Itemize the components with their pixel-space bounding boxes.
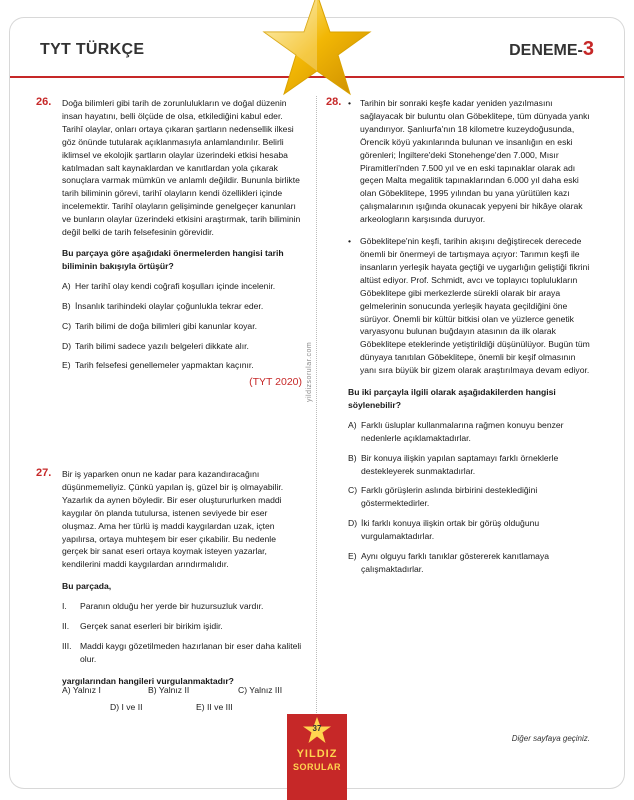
deneme-number: 3 <box>582 38 594 60</box>
q27-block <box>62 468 302 688</box>
q28-bullet-2 <box>348 235 592 377</box>
option-text: Tarih bilimi de doğa bilimleri gibi kanunlar koyar. <box>75 320 257 331</box>
option-text: Her tarihî olay kendi coğrafi koşulları içinde incelenir. <box>75 280 276 291</box>
next-page-note: Diğer sayfaya geçiniz. <box>511 734 590 743</box>
q27-option-c[interactable]: C) Yalnız III <box>238 685 283 695</box>
q27-options <box>62 685 302 712</box>
q27-option-a[interactable]: A) Yalnız I <box>62 685 101 695</box>
deneme-label <box>509 38 594 61</box>
gold-star-icon <box>262 0 372 100</box>
q26-option-e[interactable] <box>62 359 302 372</box>
q27-passage: Bir iş yaparken onun ne kadar para kazandıracağını düşünmemeliyiz. Çünkü yapılan iş, güzel bir iş olmayabilir. Yazarlık da aynen böyledir. Bir eser oluştururlurken maddi kaygılar ön planda tutulursa, istenen seviyede bir eser oluşmaz. Ama her türlü iş maddi kaygılardan uzak, içten yapılırsa, ortaya muhteşem bir eser çıkabilir. Bu nedenle gerçek bir sanat eseri ortaya koymak isteyen yazarlar, kendilerini maddi kaygılardan arındırmalıdır. <box>62 469 284 570</box>
bullet-icon: • <box>348 236 352 247</box>
q27-option-d[interactable]: D) I ve II <box>110 702 143 712</box>
q28-option-b[interactable] <box>348 452 592 478</box>
option-text: Aynı olguyu farklı tanıklar göstererek kanıtlamaya çalışmaktadırlar. <box>361 551 550 574</box>
logo-text-2: SORULAR <box>293 762 341 772</box>
deneme-separator: - <box>577 42 583 59</box>
q26-options <box>62 280 302 373</box>
option-text: Tarih felsefesi genellemeler yapmaktan kaçınır. <box>75 360 254 371</box>
side-website-text: yildizsorular.com <box>306 341 313 402</box>
item-key: III. <box>62 640 72 651</box>
option-key: B) <box>62 300 71 311</box>
option-text: İnsanlık tarihindeki olaylar çoğunlukla tekrar eder. <box>75 300 264 311</box>
option-key: E) <box>348 551 357 562</box>
option-text: Farklı üsluplar kullanmalarına rağmen konuyu benzer nedenlerle açıklamaktadırlar. <box>361 419 564 443</box>
q26-passage: Doğa bilimleri gibi tarih de zorunlulukların ve doğal düzenin insan hayatını, belli ölçüde de olsa, etkilediğini kabul eder. Tarihî olaylar, onları ortaya çıkaran şartların nedensellik ilkesi göz önünde tutularak açıklanmasıyla anlamlandırılır. Belirli iklimsel ve ekolojik şartların olaylar üzerindeki etkisi hesaba katılmadan salt kaynaklardan ve kanıtlardan yola çıkarak sonuçlara varmak mümkün ve anlamlı değildir. Bununla birlikte tarih biliminin görevi, tarihî olayların kendi özellikleri içinde incelemektir. Tarihî olayların gelişiminde genelgeçer kanunları ve bunların olaylar üzerindeki etkisini araştırmak, tarih biliminin değil belki de tarih felsefesinin görevidir. <box>62 98 301 238</box>
logo-text-1: YILDIZ <box>296 748 338 760</box>
q28-block <box>348 97 592 576</box>
publisher-logo <box>287 714 347 800</box>
bullet-text: Göbeklitepe'nin keşfi, tarihin akışını değiştirecek derecede önemli bir önermeyi de tartışmaya açıyor: Tarımın keşfi ile insanların yerleşik hayata geçtiği ve uygarlığın geliştiği fikrini altüst ediyor. Prof. Schmidt, avcı ve toplayıcı toplulukların Göbeklitepe gibi merkezlerde sürekli olarak bir araya gelmelerinin sonucunda yerleşik hayata geçildiğini öne sürüyor. Önemli bir kültür bitkisi olan ve yüzlerce genetik varyasyonu bulunan buğdayın atasının da ilk olarak Göbeklitepe eteklerinde yetiştirildiği düşünülüyor. Bugün tüm dünyaya tanıtılan Göbeklitepe, önemli bir keşif olmasının yanı sıra büyük bir gizem olarak araştırılmaya devam ediyor. <box>360 236 590 376</box>
bullet-icon: • <box>348 98 352 108</box>
q26-option-a[interactable] <box>62 280 302 293</box>
option-key: C) <box>348 485 358 496</box>
option-text: Farklı görüşlerin aslında birbirini desteklediğini göstermektedirler. <box>361 485 538 509</box>
q28-option-d[interactable] <box>348 517 592 543</box>
option-key: A) <box>348 419 357 430</box>
option-text: Bir konuya ilişkin yapılan saptamayı farklı örneklerle destekleyerek sunmaktadırlar. <box>361 452 559 476</box>
deneme-text: DENEME <box>509 42 578 59</box>
q26-number: 26. <box>36 96 52 108</box>
item-key: I. <box>62 601 67 612</box>
option-text: İki farklı konuya ilişkin ortak bir görüş olduğunu vurgulamaktadırlar. <box>361 518 540 542</box>
item-key: II. <box>62 621 70 632</box>
q26-option-b[interactable] <box>62 300 302 313</box>
q28-option-c[interactable] <box>348 484 592 510</box>
page-number: 37 <box>312 724 322 733</box>
option-key: C) <box>62 320 72 331</box>
q27-option-e[interactable]: E) II ve III <box>196 702 233 712</box>
q27-item-2 <box>62 620 302 633</box>
q28-option-a[interactable] <box>348 419 592 445</box>
option-key: D) <box>348 518 358 529</box>
column-divider <box>316 96 318 721</box>
q27-question: yargılarından hangileri vurgulanmaktadır? <box>62 675 234 686</box>
bullet-text: Tarihin bir sonraki keşfe kadar yeniden yazılmasını sağlayacak bir buluntu olan Göbeklitepe, tüm dünyada yankı uyandırıyor. Şanlıurfa'nın 18 kilometre kuzeydoğusunda, Örencik köyü yakınlarında bulunan ve insanlığın en eski görenleri; İngiltere'deki Stonehenge'den 7.000, Mısır Piramitleri'nden 7.500 yıl ve en eski tapınaklar olarak adı geçen Malta megalitik tapınaklarından 6.000 yıl daha eski olan Göbeklitepe, 1995 yılından bu yana yürütülen kazı çalışmalarının ışığında okunacak yepyeni bir hikâye olarak arkeologların karşısında duruyor. <box>360 98 590 225</box>
item-text: Gerçek sanat eserleri bir birikim işidir. <box>80 621 223 632</box>
q27-item-1 <box>62 600 302 613</box>
q27-number: 27. <box>36 467 52 479</box>
option-text: Tarih bilimi sadece yazılı belgeleri dikkate alır. <box>75 340 249 351</box>
q28-option-e[interactable] <box>348 550 592 576</box>
option-key: A) <box>62 280 71 291</box>
q26-option-d[interactable] <box>62 340 302 353</box>
q26-block <box>62 97 302 389</box>
q26-source: (TYT 2020) <box>249 376 302 389</box>
q26-question: Bu parçaya göre aşağıdaki önermelerden hangisi tarih biliminin bakışıyla örtüşür? <box>62 247 284 271</box>
q27-option-b[interactable]: B) Yalnız II <box>148 685 190 695</box>
item-text: Paranın olduğu her yerde bir huzursuzluk vardır. <box>80 601 264 612</box>
item-text: Maddi kaygı gözetilmeden hazırlanan bir eser daha kaliteli olur. <box>80 640 302 664</box>
q28-bullet-1 <box>348 97 592 226</box>
q28-question: Bu iki parçayla ilgili olarak aşağıdakilerden hangisi söylenebilir? <box>348 387 556 410</box>
option-key: B) <box>348 452 357 463</box>
q27-lead: Bu parçada, <box>62 581 112 592</box>
exam-title: TYT TÜRKÇE <box>40 41 145 58</box>
option-key: E) <box>62 360 71 371</box>
q26-option-c[interactable] <box>62 320 302 333</box>
option-key: D) <box>62 340 72 351</box>
q27-item-3 <box>62 640 302 666</box>
q28-number: 28. <box>326 96 342 108</box>
